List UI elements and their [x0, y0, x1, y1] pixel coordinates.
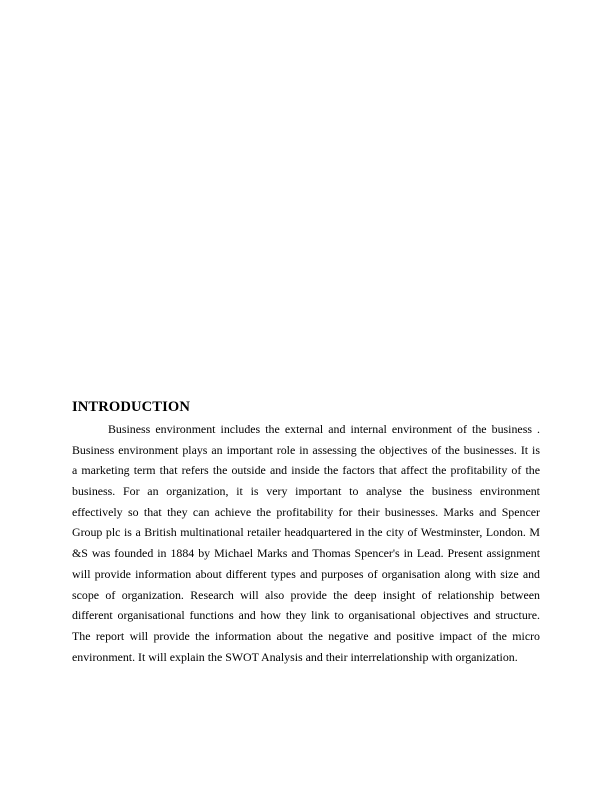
paragraph-line: business. For an organization, it is very important to analyse the business environment	[72, 484, 540, 499]
paragraph-line: different organisational functions and how they link to organisational objectives and structure.	[72, 608, 540, 623]
paragraph-line: effectively so that they can achieve the profitability for their businesses. Marks and Spencer	[72, 504, 540, 519]
paragraph-line: Group plc is a British multinational retailer headquartered in the city of Westminster, London. M	[72, 525, 540, 540]
paragraph-line: Business environment includes the external and internal environment of the business .	[108, 422, 540, 436]
paragraph-line: The report will provide the information about the negative and positive impact of the micro	[72, 628, 540, 643]
paragraph-line: scope of organization. Research will also provide the deep insight of relationship between	[72, 587, 540, 602]
section-heading: INTRODUCTION	[72, 399, 190, 415]
paragraph-line: &S was founded in 1884 by Michael Marks and Thomas Spencer's in Lead. Present assignment	[72, 546, 540, 561]
paragraph-line: a marketing term that refers the outside and inside the factors that affect the profitability of the	[72, 463, 540, 478]
paragraph-line: environment. It will explain the SWOT Analysis and their interrelationship with organization.	[72, 649, 518, 664]
introduction-paragraph	[72, 419, 540, 667]
paragraph-line: Business environment plays an important role in assessing the objectives of the businesses. It is	[72, 442, 540, 457]
introduction-section	[72, 398, 540, 667]
paragraph-line: will provide information about different types and purposes of organisation along with size and	[72, 566, 540, 581]
